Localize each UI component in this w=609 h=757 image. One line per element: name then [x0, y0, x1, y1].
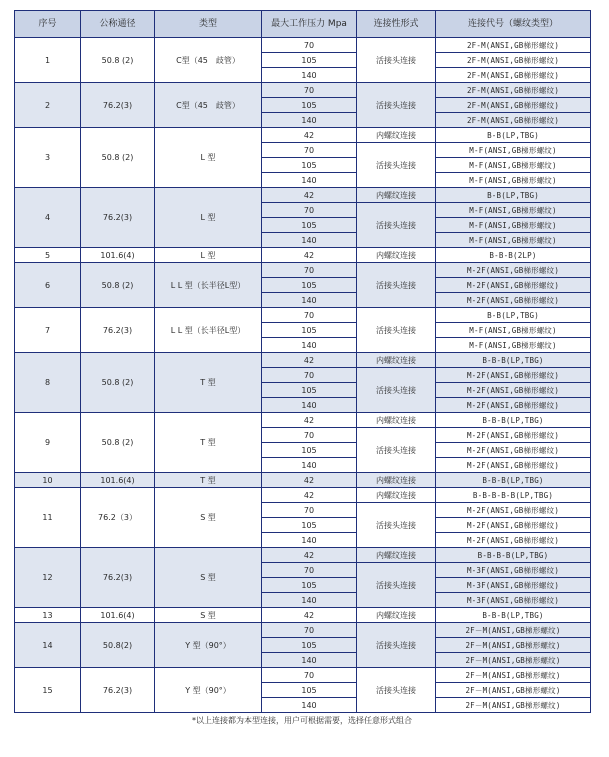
header-connection-code: 连接代号（螺纹类型） — [436, 11, 591, 38]
pressure-cell: 70 — [262, 503, 357, 518]
connection-code-cell: 2F－M(ANSI,GB梯形螺纹) — [436, 668, 591, 683]
connection-code-cell: 2F－M(ANSI,GB梯形螺纹) — [436, 638, 591, 653]
seq-cell: 15 — [15, 668, 81, 713]
seq-cell: 10 — [15, 473, 81, 488]
nominal-diameter-cell: 76.2(3) — [81, 188, 155, 248]
type-cell: T 型 — [155, 473, 262, 488]
pressure-cell: 140 — [262, 398, 357, 413]
connection-code-cell: M-2F(ANSI,GB梯形螺纹) — [436, 278, 591, 293]
pressure-cell: 42 — [262, 608, 357, 623]
table-row — [15, 353, 591, 368]
pressure-cell: 140 — [262, 698, 357, 713]
connection-code-cell: M-F(ANSI,GB梯形螺纹) — [436, 218, 591, 233]
connection-code-cell: M-2F(ANSI,GB梯形螺纹) — [436, 443, 591, 458]
header-nominal-diameter: 公称通径 — [81, 11, 155, 38]
table-row — [15, 248, 591, 263]
seq-cell: 1 — [15, 38, 81, 83]
type-cell: Y 型（90°） — [155, 623, 262, 668]
pressure-cell: 105 — [262, 383, 357, 398]
pressure-cell: 105 — [262, 323, 357, 338]
header-type: 类型 — [155, 11, 262, 38]
nominal-diameter-cell: 50.8 (2) — [81, 128, 155, 188]
pressure-cell: 140 — [262, 533, 357, 548]
table-row — [15, 83, 591, 98]
header-seq: 序号 — [15, 11, 81, 38]
connection-code-cell: M-2F(ANSI,GB梯形螺纹) — [436, 398, 591, 413]
pressure-cell: 140 — [262, 68, 357, 83]
table-body — [15, 38, 591, 713]
seq-cell: 5 — [15, 248, 81, 263]
table-header — [15, 11, 591, 38]
connection-form-cell: 内螺纹连接 — [357, 248, 436, 263]
pressure-cell: 105 — [262, 638, 357, 653]
connection-form-cell: 内螺纹连接 — [357, 488, 436, 503]
seq-cell: 11 — [15, 488, 81, 548]
seq-cell: 14 — [15, 623, 81, 668]
connection-form-cell: 活接头连接 — [357, 428, 436, 473]
fitting-spec-table — [14, 10, 591, 713]
connection-code-cell: M-F(ANSI,GB梯形螺纹) — [436, 338, 591, 353]
connection-code-cell: B-B-B(LP,TBG) — [436, 608, 591, 623]
connection-code-cell: M-F(ANSI,GB梯形螺纹) — [436, 143, 591, 158]
table-row — [15, 188, 591, 203]
connection-code-cell: 2F-M(ANSI,GB梯形螺纹) — [436, 68, 591, 83]
seq-cell: 3 — [15, 128, 81, 188]
connection-form-cell: 活接头连接 — [357, 203, 436, 248]
type-cell: S 型 — [155, 548, 262, 608]
pressure-cell: 42 — [262, 353, 357, 368]
pressure-cell: 105 — [262, 518, 357, 533]
seq-cell: 6 — [15, 263, 81, 308]
type-cell: S 型 — [155, 488, 262, 548]
connection-code-cell: M-2F(ANSI,GB梯形螺纹) — [436, 533, 591, 548]
connection-code-cell: 2F-M(ANSI,GB梯形螺纹) — [436, 38, 591, 53]
nominal-diameter-cell: 50.8 (2) — [81, 353, 155, 413]
pressure-cell: 42 — [262, 413, 357, 428]
connection-code-cell: B-B-B-B-B(LP,TBG) — [436, 488, 591, 503]
connection-form-cell: 内螺纹连接 — [357, 353, 436, 368]
connection-form-cell: 活接头连接 — [357, 143, 436, 188]
nominal-diameter-cell: 50.8 (2) — [81, 263, 155, 308]
connection-form-cell: 内螺纹连接 — [357, 608, 436, 623]
type-cell: L L 型（长半径L型） — [155, 263, 262, 308]
type-cell: C型（45 歧管） — [155, 83, 262, 128]
type-cell: Y 型（90°） — [155, 668, 262, 713]
connection-code-cell: M-2F(ANSI,GB梯形螺纹) — [436, 428, 591, 443]
pressure-cell: 70 — [262, 668, 357, 683]
type-cell: C型（45 歧管） — [155, 38, 262, 83]
spec-table-wrapper — [14, 10, 590, 726]
nominal-diameter-cell: 50.8 (2) — [81, 413, 155, 473]
type-cell: L 型 — [155, 188, 262, 248]
connection-code-cell: B-B(LP,TBG) — [436, 128, 591, 143]
seq-cell: 8 — [15, 353, 81, 413]
header-row — [15, 11, 591, 38]
seq-cell: 2 — [15, 83, 81, 128]
pressure-cell: 140 — [262, 173, 357, 188]
footnote: *以上连接都为本型连接，用户可根据需要，选择任意形式组合 — [192, 716, 412, 725]
seq-cell: 12 — [15, 548, 81, 608]
pressure-cell: 105 — [262, 53, 357, 68]
connection-code-cell: M-2F(ANSI,GB梯形螺纹) — [436, 383, 591, 398]
connection-form-cell: 活接头连接 — [357, 38, 436, 83]
pressure-cell: 70 — [262, 368, 357, 383]
nominal-diameter-cell: 101.6(4) — [81, 608, 155, 623]
pressure-cell: 70 — [262, 263, 357, 278]
table-row — [15, 413, 591, 428]
connection-code-cell: 2F-M(ANSI,GB梯形螺纹) — [436, 113, 591, 128]
table-row — [15, 488, 591, 503]
nominal-diameter-cell: 76.2(3) — [81, 83, 155, 128]
connection-code-cell: M-3F(ANSI,GB梯形螺纹) — [436, 578, 591, 593]
connection-code-cell: B-B-B(LP,TBG) — [436, 413, 591, 428]
connection-code-cell: 2F－M(ANSI,GB梯形螺纹) — [436, 653, 591, 668]
pressure-cell: 140 — [262, 293, 357, 308]
pressure-cell: 140 — [262, 653, 357, 668]
connection-code-cell: 2F-M(ANSI,GB梯形螺纹) — [436, 83, 591, 98]
pressure-cell: 105 — [262, 98, 357, 113]
pressure-cell: 140 — [262, 593, 357, 608]
table-row — [15, 263, 591, 278]
pressure-cell: 42 — [262, 128, 357, 143]
table-row — [15, 623, 591, 638]
header-max-pressure: 最大工作压力 Mpa — [262, 11, 357, 38]
pressure-cell: 105 — [262, 578, 357, 593]
connection-code-cell: 2F-M(ANSI,GB梯形螺纹) — [436, 98, 591, 113]
pressure-cell: 105 — [262, 158, 357, 173]
connection-code-cell: M-3F(ANSI,GB梯形螺纹) — [436, 563, 591, 578]
nominal-diameter-cell: 101.6(4) — [81, 248, 155, 263]
pressure-cell: 70 — [262, 38, 357, 53]
connection-code-cell: M-2F(ANSI,GB梯形螺纹) — [436, 458, 591, 473]
pressure-cell: 105 — [262, 278, 357, 293]
connection-form-cell: 活接头连接 — [357, 668, 436, 713]
connection-form-cell: 活接头连接 — [357, 368, 436, 413]
connection-code-cell: B-B-B(LP,TBG) — [436, 353, 591, 368]
pressure-cell: 70 — [262, 203, 357, 218]
nominal-diameter-cell: 101.6(4) — [81, 473, 155, 488]
connection-form-cell: 活接头连接 — [357, 308, 436, 353]
pressure-cell: 70 — [262, 83, 357, 98]
type-cell: L 型 — [155, 128, 262, 188]
pressure-cell: 140 — [262, 113, 357, 128]
connection-code-cell: B-B(LP,TBG) — [436, 188, 591, 203]
type-cell: T 型 — [155, 353, 262, 413]
nominal-diameter-cell: 76.2(3) — [81, 668, 155, 713]
pressure-cell: 70 — [262, 143, 357, 158]
table-row — [15, 308, 591, 323]
connection-code-cell: 2F－M(ANSI,GB梯形螺纹) — [436, 683, 591, 698]
connection-form-cell: 内螺纹连接 — [357, 188, 436, 203]
header-connection-form: 连接性形式 — [357, 11, 436, 38]
seq-cell: 7 — [15, 308, 81, 353]
connection-code-cell: M-F(ANSI,GB梯形螺纹) — [436, 158, 591, 173]
connection-form-cell: 活接头连接 — [357, 623, 436, 668]
type-cell: L 型 — [155, 248, 262, 263]
connection-code-cell: B-B-B(2LP) — [436, 248, 591, 263]
table-row — [15, 473, 591, 488]
pressure-cell: 42 — [262, 188, 357, 203]
connection-form-cell: 活接头连接 — [357, 503, 436, 548]
nominal-diameter-cell: 50.8(2) — [81, 623, 155, 668]
connection-code-cell: M-F(ANSI,GB梯形螺纹) — [436, 203, 591, 218]
connection-code-cell: B-B(LP,TBG) — [436, 308, 591, 323]
pressure-cell: 140 — [262, 338, 357, 353]
type-cell: T 型 — [155, 413, 262, 473]
pressure-cell: 70 — [262, 308, 357, 323]
pressure-cell: 42 — [262, 473, 357, 488]
pressure-cell: 105 — [262, 683, 357, 698]
pressure-cell: 105 — [262, 443, 357, 458]
connection-form-cell: 活接头连接 — [357, 563, 436, 608]
pressure-cell: 70 — [262, 563, 357, 578]
nominal-diameter-cell: 76.2(3) — [81, 308, 155, 353]
pressure-cell: 70 — [262, 623, 357, 638]
connection-form-cell: 内螺纹连接 — [357, 548, 436, 563]
seq-cell: 4 — [15, 188, 81, 248]
pressure-cell: 140 — [262, 458, 357, 473]
table-row — [15, 608, 591, 623]
type-cell: S 型 — [155, 608, 262, 623]
table-row — [15, 548, 591, 563]
nominal-diameter-cell: 76.2（3） — [81, 488, 155, 548]
connection-form-cell: 内螺纹连接 — [357, 128, 436, 143]
connection-form-cell: 内螺纹连接 — [357, 413, 436, 428]
pressure-cell: 42 — [262, 488, 357, 503]
pressure-cell: 105 — [262, 218, 357, 233]
pressure-cell: 140 — [262, 233, 357, 248]
connection-code-cell: M-2F(ANSI,GB梯形螺纹) — [436, 518, 591, 533]
connection-code-cell: B-B-B-B(LP,TBG) — [436, 548, 591, 563]
connection-code-cell: M-F(ANSI,GB梯形螺纹) — [436, 323, 591, 338]
connection-code-cell: M-F(ANSI,GB梯形螺纹) — [436, 173, 591, 188]
connection-code-cell: M-2F(ANSI,GB梯形螺纹) — [436, 368, 591, 383]
table-row — [15, 128, 591, 143]
connection-code-cell: M-2F(ANSI,GB梯形螺纹) — [436, 293, 591, 308]
connection-form-cell: 活接头连接 — [357, 263, 436, 308]
pressure-cell: 42 — [262, 248, 357, 263]
table-row — [15, 38, 591, 53]
connection-code-cell: 2F－M(ANSI,GB梯形螺纹) — [436, 698, 591, 713]
seq-cell: 9 — [15, 413, 81, 473]
connection-code-cell: M-3F(ANSI,GB梯形螺纹) — [436, 593, 591, 608]
table-row — [15, 668, 591, 683]
connection-form-cell: 内螺纹连接 — [357, 473, 436, 488]
connection-code-cell: B-B-B(LP,TBG) — [436, 473, 591, 488]
pressure-cell: 42 — [262, 548, 357, 563]
nominal-diameter-cell: 76.2(3) — [81, 548, 155, 608]
connection-code-cell: M-F(ANSI,GB梯形螺纹) — [436, 233, 591, 248]
type-cell: L L 型（长半径L型） — [155, 308, 262, 353]
connection-code-cell: 2F-M(ANSI,GB梯形螺纹) — [436, 53, 591, 68]
connection-form-cell: 活接头连接 — [357, 83, 436, 128]
pressure-cell: 70 — [262, 428, 357, 443]
connection-code-cell: M-2F(ANSI,GB梯形螺纹) — [436, 503, 591, 518]
nominal-diameter-cell: 50.8 (2) — [81, 38, 155, 83]
seq-cell: 13 — [15, 608, 81, 623]
connection-code-cell: 2F－M(ANSI,GB梯形螺纹) — [436, 623, 591, 638]
connection-code-cell: M-2F(ANSI,GB梯形螺纹) — [436, 263, 591, 278]
